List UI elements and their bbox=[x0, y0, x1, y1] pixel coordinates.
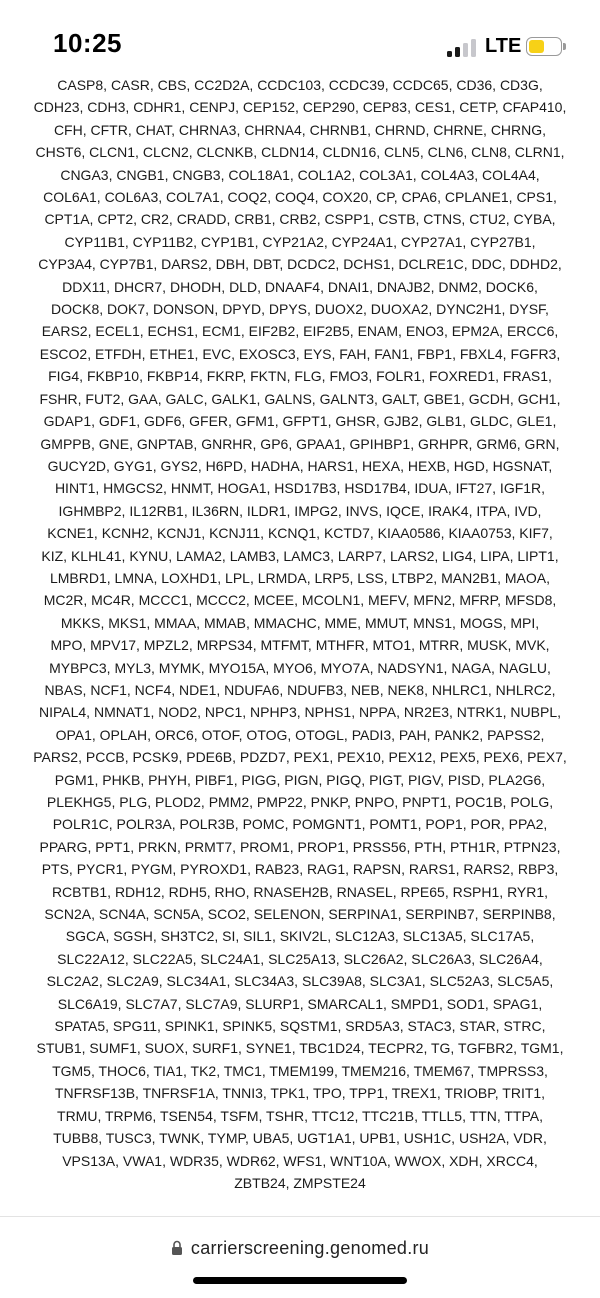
gene-list-line: CFH, CFTR, CHAT, CHRNA3, CHRNA4, CHRNB1, CHRND, CHRNE, CHRNG, bbox=[53, 121, 547, 138]
gene-list-line: GMPPB, GNE, GNPTAB, GNRHR, GP6, GPAA1, GPIHBP1, GRHPR, GRM6, GRN, bbox=[40, 435, 560, 452]
gene-list-line: PGM1, PHKB, PHYH, PIBF1, PIGG, PIGN, PIGQ, PIGT, PIGV, PISD, PLA2G6, bbox=[54, 771, 546, 788]
signal-bar bbox=[455, 47, 460, 57]
gene-list-line: PARS2, PCCB, PCSK9, PDE6B, PDZD7, PEX1, PEX10, PEX12, PEX5, PEX6, PEX7, bbox=[33, 749, 567, 766]
gene-list-line: TGM5, THOC6, TIA1, TK2, TMC1, TMEM199, TMEM216, TMEM67, TMPRSS3, bbox=[52, 1062, 548, 1079]
gene-list-line: PTS, PYCR1, PYGM, PYROXD1, RAB23, RAG1, RAPSN, RARS1, RARS2, RBP3, bbox=[41, 861, 559, 878]
gene-list-line: SLC2A2, SLC2A9, SLC34A1, SLC34A3, SLC39A8, SLC3A1, SLC52A3, SLC5A5, bbox=[46, 973, 554, 990]
gene-list-line: MKKS, MKS1, MMAA, MMAB, MMACHC, MME, MMUT, MNS1, MOGS, MPI, bbox=[60, 614, 540, 631]
url-text[interactable]: carrierscreening.genomed.ru bbox=[190, 1237, 430, 1258]
gene-list-line: GUCY2D, GYG1, GYS2, H6PD, HADHA, HARS1, HEXA, HEXB, HGD, HGSNAT, bbox=[47, 457, 553, 474]
lock-icon bbox=[171, 1240, 183, 1256]
gene-list-line: SLC6A19, SLC7A7, SLC7A9, SLURP1, SMARCAL1, SMPD1, SOD1, SPAG1, bbox=[57, 995, 543, 1012]
gene-list-line: STUB1, SUMF1, SUOX, SURF1, SYNE1, TBC1D24, TECPR2, TG, TGFBR2, TGM1, bbox=[36, 1040, 564, 1057]
gene-list-line: DDX11, DHCR7, DHODH, DLD, DNAAF4, DNAI1, DNAJB2, DNM2, DOCK6, bbox=[62, 278, 538, 295]
signal-bar bbox=[471, 39, 476, 57]
status-time: 10:25 bbox=[53, 28, 122, 58]
signal-strength-icon bbox=[447, 37, 479, 57]
gene-list-line: VPS13A, VWA1, WDR35, WDR62, WFS1, WNT10A, WWOX, XDH, XRCC4, bbox=[62, 1152, 538, 1169]
battery-icon bbox=[526, 37, 562, 56]
gene-list-line: SCN2A, SCN4A, SCN5A, SCO2, SELENON, SERPINA1, SERPINB7, SERPINB8, bbox=[44, 906, 556, 923]
gene-list-line: OPA1, OPLAH, ORC6, OTOF, OTOG, OTOGL, PADI3, PAH, PANK2, PAPSS2, bbox=[55, 726, 545, 743]
browser-address-bar[interactable] bbox=[0, 1234, 600, 1262]
gene-list-line: MPO, MPV17, MPZL2, MRPS34, MTFMT, MTHFR, MTO1, MTRR, MUSK, MVK, bbox=[50, 637, 550, 654]
gene-list-line: CNGA3, CNGB1, CNGB3, COL18A1, COL1A2, COL3A1, COL4A3, COL4A4, bbox=[60, 166, 540, 183]
gene-list-line: CYP3A4, CYP7B1, DARS2, DBH, DBT, DCDC2, DCHS1, DCLRE1C, DDC, DDHD2, bbox=[38, 256, 562, 273]
gene-list-line: ZBTB24, ZMPSTE24 bbox=[234, 1174, 366, 1191]
gene-list-line: NBAS, NCF1, NCF4, NDE1, NDUFA6, NDUFB3, NEB, NEK8, NHLRC1, NHLRC2, bbox=[44, 681, 556, 698]
gene-list-line: FSHR, FUT2, GAA, GALC, GALK1, GALNS, GALNT3, GALT, GBE1, GCDH, GCH1, bbox=[39, 390, 561, 407]
gene-list-line: SGCA, SGSH, SH3TC2, SI, SIL1, SKIV2L, SLC12A3, SLC13A5, SLC17A5, bbox=[65, 928, 535, 945]
gene-list-line: DOCK8, DOK7, DONSON, DPYD, DPYS, DUOX2, DUOXA2, DYNC2H1, DYSF, bbox=[51, 301, 549, 318]
gene-list-line: COL6A1, COL6A3, COL7A1, COQ2, COQ4, COX20, CP, CPA6, CPLANE1, CPS1, bbox=[43, 189, 557, 206]
gene-list-line: CHST6, CLCN1, CLCN2, CLCNKB, CLDN14, CLDN16, CLN5, CLN6, CLN8, CLRN1, bbox=[35, 144, 565, 161]
gene-list-line: PLEKHG5, PLG, PLOD2, PMM2, PMP22, PNKP, PNPO, PNPT1, POC1B, POLG, bbox=[46, 794, 554, 810]
gene-list-line: TNFRSF13B, TNFRSF1A, TNNI3, TPK1, TPO, TPP1, TREX1, TRIOBP, TRIT1, bbox=[54, 1085, 546, 1102]
gene-list-line: KIZ, KLHL41, KYNU, LAMA2, LAMB3, LAMC3, LARP7, LARS2, LIG4, LIPA, LIPT1, bbox=[41, 547, 559, 564]
gene-list-line: MYBPC3, MYL3, MYMK, MYO15A, MYO6, MYO7A, NADSYN1, NAGA, NAGLU, bbox=[49, 659, 551, 676]
gene-list-line: TRMU, TRPM6, TSEN54, TSFM, TSHR, TTC12, TTC21B, TTLL5, TTN, TTPA, bbox=[57, 1107, 543, 1124]
gene-list bbox=[18, 74, 582, 1194]
browser-bar-divider bbox=[0, 1216, 600, 1217]
battery-level-fill bbox=[529, 40, 544, 53]
battery-terminal bbox=[563, 43, 566, 50]
gene-list-line: PPARG, PPT1, PRKN, PRMT7, PROM1, PROP1, PRSS56, PTH, PTH1R, PTPN23, bbox=[39, 838, 561, 855]
gene-list-line: SPATA5, SPG11, SPINK1, SPINK5, SQSTM1, SRD5A3, STAC3, STAR, STRC, bbox=[54, 1018, 546, 1035]
gene-list-line: EARS2, ECEL1, ECHS1, ECM1, EIF2B2, EIF2B5, ENAM, ENO3, EPM2A, ERCC6, bbox=[41, 323, 559, 340]
gene-list-line: LMBRD1, LMNA, LOXHD1, LPL, LRMDA, LRP5, LSS, LTBP2, MAN2B1, MAOA, bbox=[49, 569, 551, 586]
gene-list-line: RCBTB1, RDH12, RDH5, RHO, RNASEH2B, RNASEL, RPE65, RSPH1, RYR1, bbox=[51, 883, 549, 900]
gene-list-line: ESCO2, ETFDH, ETHE1, EVC, EXOSC3, EYS, FAH, FAN1, FBP1, FBXL4, FGFR3, bbox=[39, 345, 561, 362]
gene-list-line: HINT1, HMGCS2, HNMT, HOGA1, HSD17B3, HSD17B4, IDUA, IFT27, IGF1R, bbox=[54, 480, 546, 497]
gene-list-line: CPT1A, CPT2, CR2, CRADD, CRB1, CRB2, CSPP1, CSTB, CTNS, CTU2, CYBA, bbox=[44, 211, 556, 228]
gene-list-line: CASP8, CASR, CBS, CC2D2A, CCDC103, CCDC39, CCDC65, CD36, CD3G, bbox=[57, 77, 543, 93]
gene-list-line: NIPAL4, NMNAT1, NOD2, NPC1, NPHP3, NPHS1, NPPA, NR2E3, NTRK1, NUBPL, bbox=[38, 704, 562, 721]
signal-bar bbox=[463, 43, 468, 57]
home-indicator[interactable] bbox=[193, 1277, 407, 1284]
gene-list-line: KCNE1, KCNH2, KCNJ1, KCNJ11, KCNQ1, KCTD7, KIAA0586, KIAA0753, KIF7, bbox=[47, 525, 553, 542]
gene-list-line: CYP11B1, CYP11B2, CYP1B1, CYP21A2, CYP24A1, CYP27A1, CYP27B1, bbox=[64, 233, 536, 250]
gene-list-line: SLC22A12, SLC22A5, SLC24A1, SLC25A13, SLC26A2, SLC26A3, SLC26A4, bbox=[57, 950, 543, 967]
gene-list-line: POLR1C, POLR3A, POLR3B, POMC, POMGNT1, POMT1, POP1, POR, PPA2, bbox=[52, 816, 548, 833]
status-bar bbox=[0, 0, 600, 76]
gene-list-line: CDH23, CDH3, CDHR1, CENPJ, CEP152, CEP290, CEP83, CES1, CETP, CFAP410, bbox=[33, 99, 567, 116]
gene-list-line: GDAP1, GDF1, GDF6, GFER, GFM1, GFPT1, GHSR, GJB2, GLB1, GLDC, GLE1, bbox=[43, 413, 557, 430]
gene-list-line: FIG4, FKBP10, FKBP14, FKRP, FKTN, FLG, FMO3, FOLR1, FOXRED1, FRAS1, bbox=[48, 368, 552, 385]
signal-bar bbox=[447, 51, 452, 57]
gene-list-line: TUBB8, TUSC3, TWNK, TYMP, UBA5, UGT1A1, UPB1, USH1C, USH2A, VDR, bbox=[53, 1130, 547, 1147]
gene-list-line: IGHMBP2, IL12RB1, IL36RN, ILDR1, IMPG2, INVS, IQCE, IRAK4, ITPA, IVD, bbox=[58, 502, 542, 519]
network-type-label: LTE bbox=[485, 35, 522, 57]
gene-list-line: MC2R, MC4R, MCCC1, MCCC2, MCEE, MCOLN1, MEFV, MFN2, MFRP, MFSD8, bbox=[43, 592, 557, 609]
